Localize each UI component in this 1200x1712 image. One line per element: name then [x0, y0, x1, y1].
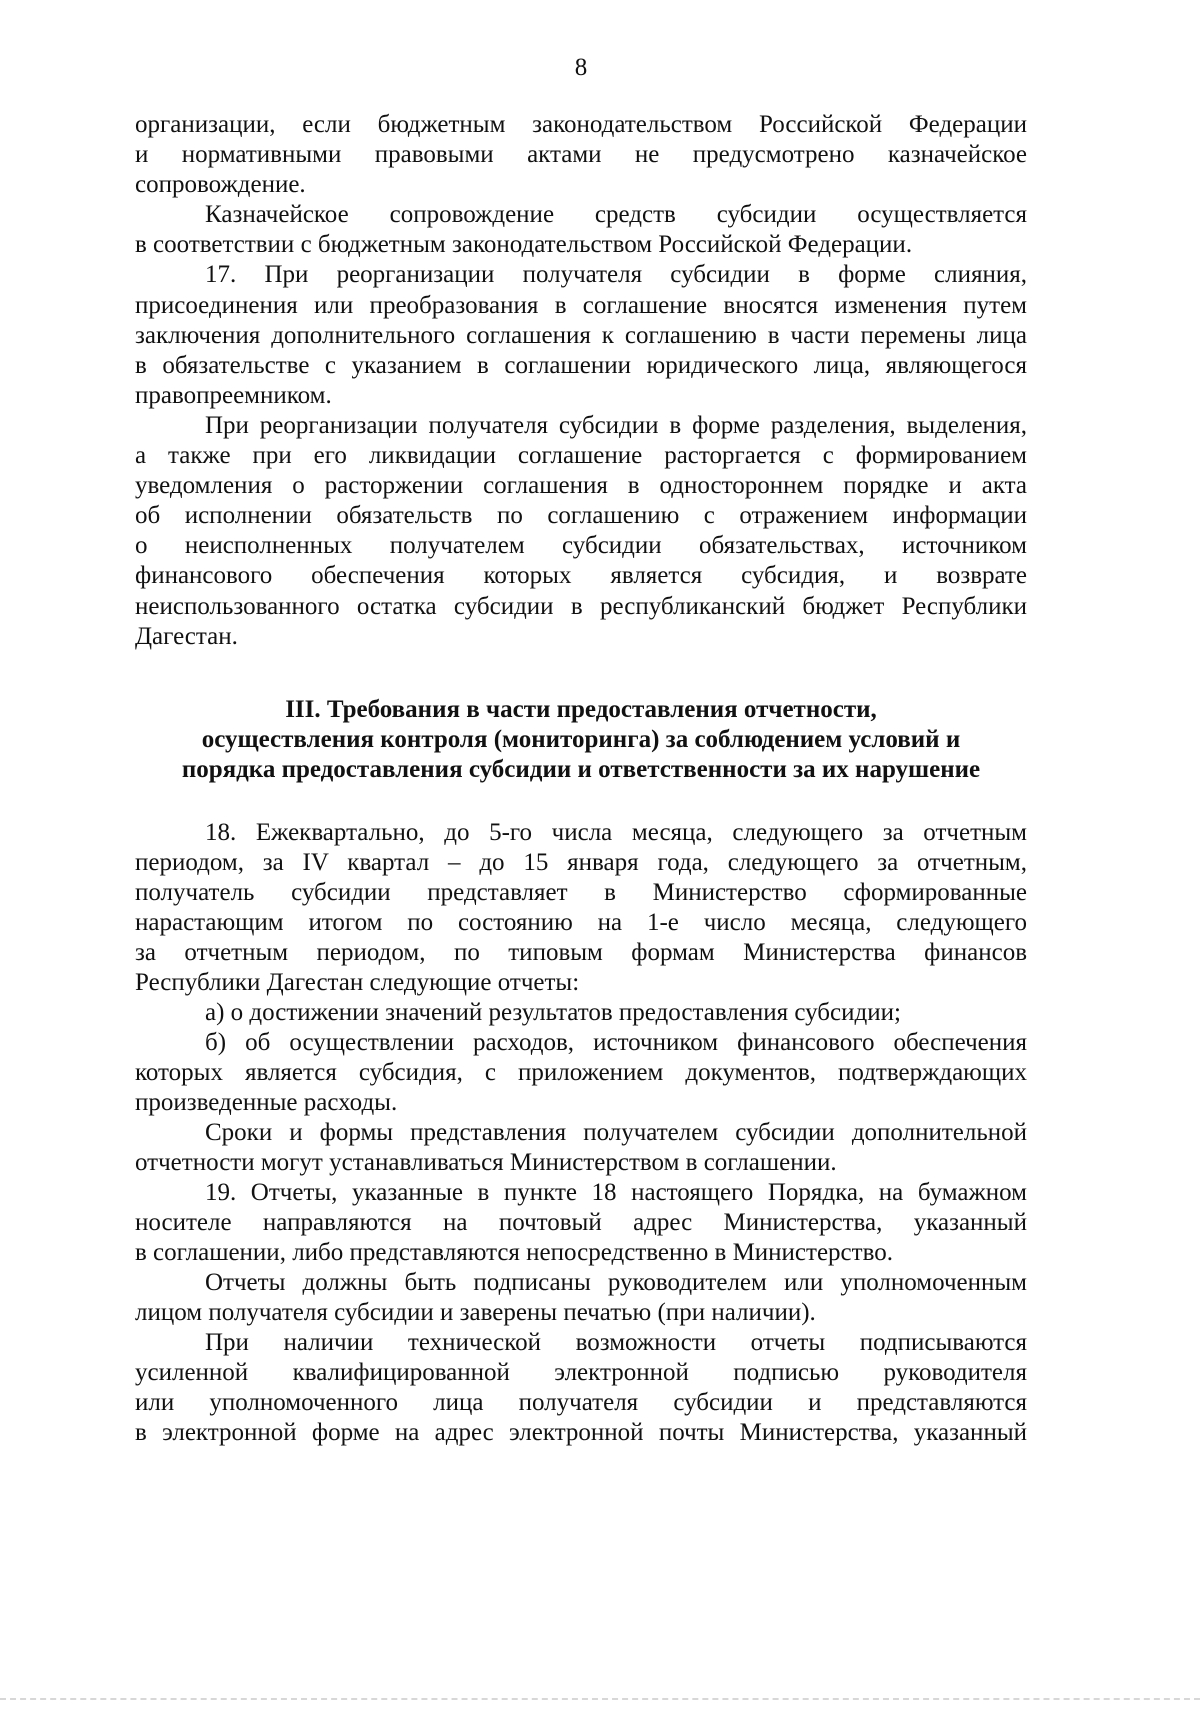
- body-text-after-heading: [135, 818, 1027, 1448]
- paragraph: [135, 1328, 1027, 1448]
- text-line: за отчетным периодом, по типовым формам Министерства финансов: [135, 939, 1027, 966]
- text-line: 18. Ежеквартально, до 5-го числа месяца, следующего за отчетным: [205, 819, 1027, 846]
- text-line: сопровождение.: [135, 171, 306, 199]
- text-line: а также при его ликвидации соглашение расторгается с формированием: [135, 442, 1027, 470]
- text-line: заключения дополнительного соглашения к соглашению в части перемены лица: [135, 321, 1027, 349]
- text-line: б) об осуществлении расходов, источником финансового обеспечения: [205, 1029, 1027, 1056]
- text-line: об исполнении обязательств по соглашению с отражением информации: [135, 502, 1027, 530]
- text-line: финансового обеспечения которых является субсидия, и возврате: [135, 562, 1027, 590]
- text-line: в обязательстве с указанием в соглашении юридического лица, являющегося: [135, 351, 1027, 379]
- paragraph: [135, 818, 1027, 998]
- text-line: При наличии технической возможности отчеты подписываются: [205, 1329, 1027, 1356]
- paragraph: [135, 110, 1027, 200]
- text-line: Сроки и формы представления получателем субсидии дополнительной: [205, 1119, 1027, 1146]
- text-line: Отчеты должны быть подписаны руководителем или уполномоченным: [205, 1269, 1027, 1296]
- paragraph: [135, 411, 1027, 652]
- text-line: присоединения или преобразования в соглашение вносятся изменения путем: [135, 291, 1027, 319]
- text-line: и нормативными правовыми актами не предусмотрено казначейское: [135, 141, 1027, 169]
- text-line: неиспользованного остатка субсидии в республиканский бюджет Республики: [135, 592, 1027, 620]
- text-line: отчетности могут устанавливаться Министерством в соглашении.: [135, 1149, 837, 1176]
- paragraph: [135, 1028, 1027, 1118]
- text-line: усиленной квалифицированной электронной подписью руководителя: [135, 1359, 1027, 1386]
- text-line: периодом, за IV квартал – до 15 января года, следующего за отчетным,: [135, 849, 1027, 876]
- text-line: в соответствии с бюджетным законодательством Российской Федерации.: [135, 231, 913, 259]
- section-heading-line: III. Требования в части предоставления отчетности,: [285, 696, 877, 723]
- text-line: Дагестан.: [135, 622, 238, 650]
- text-line: в электронной форме на адрес электронной почты Министерства, указанный: [135, 1419, 1027, 1446]
- text-line: 19. Отчеты, указанные в пункте 18 настоящего Порядка, на бумажном: [205, 1179, 1027, 1206]
- paragraph: [135, 200, 1027, 260]
- section-heading-line: порядка предоставления субсидии и ответственности за их нарушение: [181, 756, 981, 783]
- text-line: 17. При реорганизации получателя субсидии в форме слияния,: [205, 261, 1027, 289]
- text-line: Республики Дагестан следующие отчеты:: [135, 969, 580, 996]
- paragraph: [135, 1178, 1027, 1268]
- text-line: которых является субсидия, с приложением документов, подтверждающих: [135, 1059, 1027, 1086]
- text-line: правопреемником.: [135, 381, 332, 409]
- text-line: а) о достижении значений результатов предоставления субсидии;: [205, 999, 901, 1026]
- body-text-before-heading: [135, 110, 1027, 652]
- text-line: организации, если бюджетным законодательством Российской Федерации: [135, 111, 1027, 138]
- text-line: произведенные расходы.: [135, 1089, 398, 1116]
- text-line: о неисполненных получателем субсидии обязательствах, источником: [135, 532, 1027, 560]
- text-line: носителе направляются на почтовый адрес Министерства, указанный: [135, 1209, 1027, 1236]
- page-number: 8: [574, 54, 588, 81]
- text-line: или уполномоченного лица получателя субсидии и представляются: [135, 1389, 1027, 1416]
- scan-edge-artifact: [0, 1698, 1200, 1700]
- paragraph: [135, 260, 1027, 410]
- paragraph: [135, 1268, 1027, 1328]
- section-heading-line: осуществления контроля (мониторинга) за соблюдением условий и: [201, 726, 961, 753]
- text-line: нарастающим итогом по состоянию на 1-е число месяца, следующего: [135, 909, 1027, 936]
- text-line: лицом получателя субсидии и заверены печатью (при наличии).: [135, 1299, 816, 1326]
- section-heading: [135, 695, 1027, 785]
- paragraph: [135, 1118, 1027, 1178]
- paragraph: [135, 998, 1027, 1028]
- text-line: уведомления о расторжении соглашения в одностороннем порядке и акта: [135, 472, 1027, 500]
- text-line: Казначейское сопровождение средств субсидии осуществляется: [205, 201, 1027, 229]
- text-line: в соглашении, либо представляются непосредственно в Министерство.: [135, 1239, 893, 1266]
- text-line: получатель субсидии представляет в Министерство сформированные: [135, 879, 1027, 906]
- text-line: При реорганизации получателя субсидии в форме разделения, выделения,: [205, 411, 1027, 439]
